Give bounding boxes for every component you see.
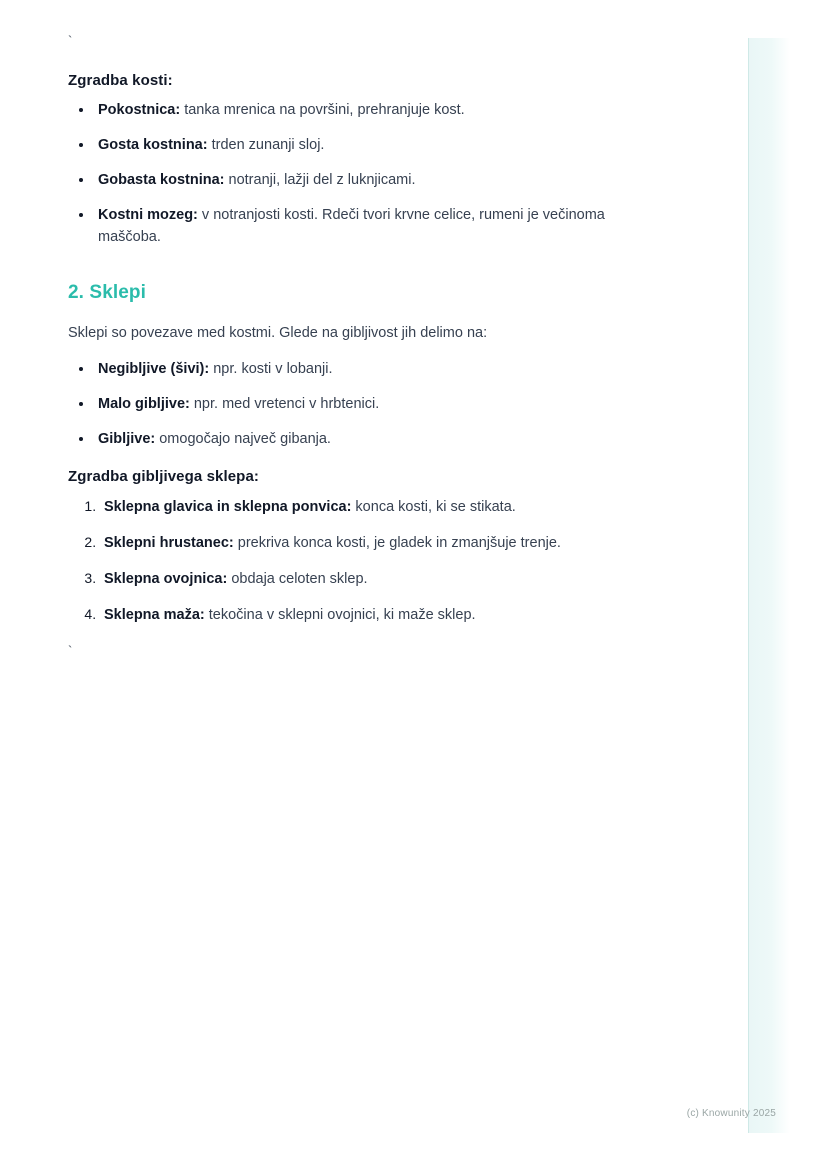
joint-structure-heading: Zgradba gibljivega sklepa:: [68, 468, 259, 485]
list-item-desc: omogočajo največ gibanja.: [155, 431, 331, 447]
list-item: [94, 169, 628, 191]
section-intro-paragraph: Sklepi so povezave med kostmi. Glede na gibljivost jih delimo na:: [68, 325, 488, 341]
list-item: [94, 99, 628, 121]
list-item-desc: prekriva konca kosti, je gladek in zmanjšuje trenje.: [233, 535, 561, 551]
list-item-desc: tanka mrenica na površini, prehranjuje kost.: [180, 102, 465, 118]
list-item-term: Kostni mozeg:: [98, 207, 198, 223]
joint-types-list: [68, 358, 628, 450]
joint-structure-list: [68, 495, 628, 626]
list-item-term: Gobasta kostnina:: [98, 172, 225, 188]
list-item: [100, 531, 628, 554]
list-item-desc: notranji, lažji del z luknjicami.: [224, 172, 416, 188]
list-item-desc: v notranjosti kosti. Rdeči tvori krvne celice, rumeni je večinoma maščoba.: [98, 207, 605, 245]
list-item: [100, 495, 628, 518]
top-tick-mark: `: [68, 33, 73, 48]
list-item-desc: obdaja celoten sklep.: [227, 571, 368, 587]
list-item-desc: tekočina v sklepni ovojnici, ki maže sklep.: [204, 607, 476, 623]
list-item-desc: npr. med vretenci v hrbtenici.: [189, 396, 380, 412]
list-item-term: Sklepna maža:: [104, 607, 205, 623]
bone-parts-list: [68, 99, 628, 248]
bone-structure-heading: Zgradba kosti:: [68, 72, 173, 89]
decorative-side-band-edge: [748, 38, 749, 1133]
list-item: [100, 567, 628, 590]
list-item-desc: konca kosti, ki se stikata.: [351, 499, 516, 515]
section-heading-sklepi: 2. Sklepi: [68, 282, 146, 303]
list-item-term: Negibljive (šivi):: [98, 361, 210, 377]
list-item: [94, 428, 628, 450]
list-item-term: Gosta kostnina:: [98, 137, 208, 153]
list-item-term: Malo gibljive:: [98, 396, 190, 412]
list-item-desc: trden zunanji sloj.: [207, 137, 325, 153]
decorative-side-band: [748, 38, 790, 1133]
footer-copyright: (c) Knowunity 2025: [686, 1108, 776, 1119]
bottom-tick-mark: `: [68, 643, 73, 658]
list-item: [94, 358, 628, 380]
list-item-term: Pokostnica:: [98, 102, 181, 118]
list-item: [94, 204, 628, 248]
list-item-desc: npr. kosti v lobanji.: [209, 361, 333, 377]
list-item-term: Sklepna ovojnica:: [104, 571, 228, 587]
list-item-term: Gibljive:: [98, 431, 156, 447]
list-item: [94, 134, 628, 156]
list-item: [94, 393, 628, 415]
document-content: [68, 32, 628, 664]
list-item-term: Sklepni hrustanec:: [104, 535, 234, 551]
list-item-term: Sklepna glavica in sklepna ponvica:: [104, 499, 352, 515]
list-item: [100, 603, 628, 626]
